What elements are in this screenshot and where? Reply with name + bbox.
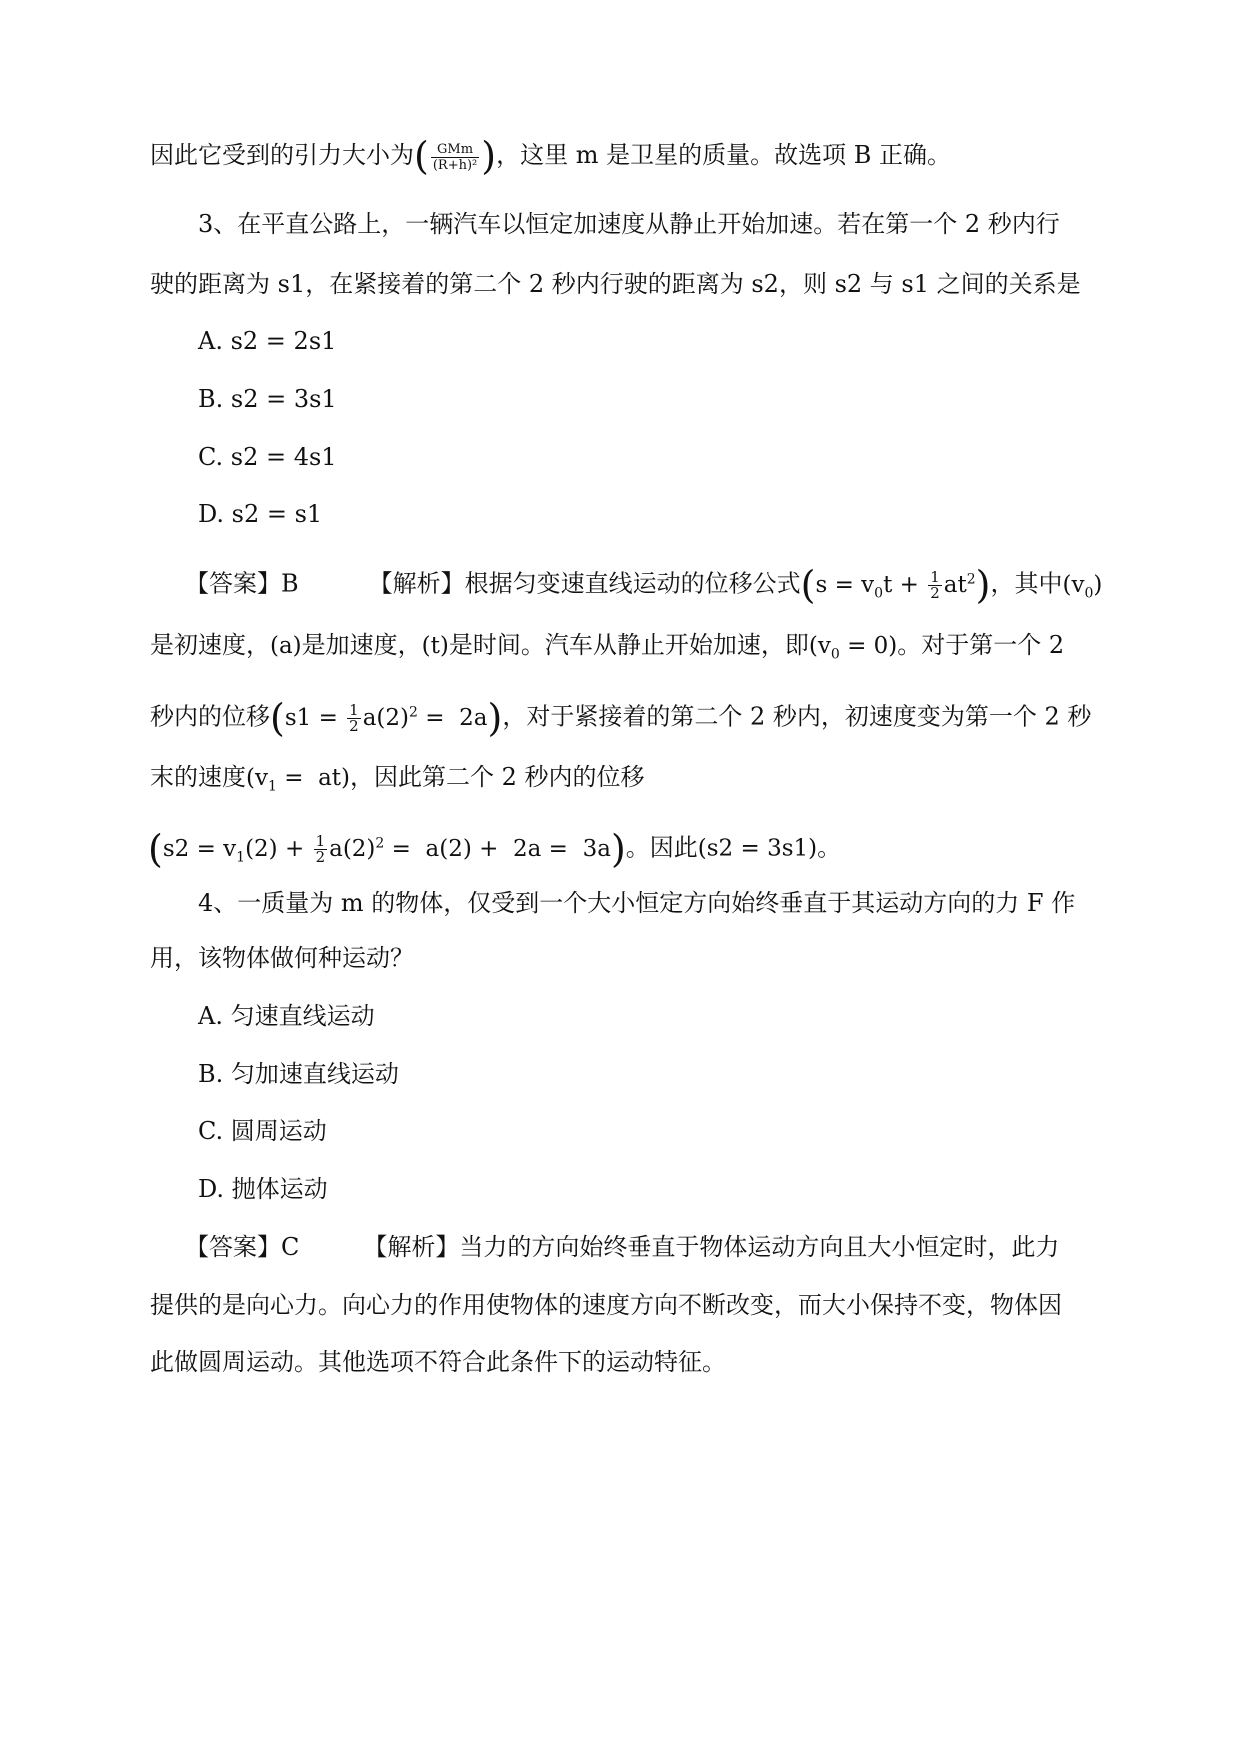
- displacement-formula: ($s = v_0t$ + $\frac{1}{2}$ $at^2$): [800, 562, 991, 607]
- q3-stem-line2: 驶的距离为 s1，在紧接着的第二个 2 秒内行驶的距离为 s2，则 s2 与 s1 之间的关系是: [150, 270, 1081, 298]
- a-symbol: (a): [270, 633, 302, 659]
- text-span: ，这里 m 是卫星的质量。故选项 B 正确。: [496, 141, 951, 169]
- s2-formula: ($s2 = v_1(2)$ + $\frac{1}{2}$ $a(2)^2 = a(2) + 2a = 3a$): [148, 826, 626, 871]
- frac-denominator: (R+h)²: [432, 157, 478, 173]
- q4-option-d: D. 抛体运动: [198, 1175, 328, 1203]
- text-span: 。因此: [625, 833, 698, 862]
- answer-label: 【答案】C: [185, 1233, 300, 1261]
- text-span: 是初速度，: [150, 631, 270, 659]
- frac-numerator: GMm: [431, 142, 479, 158]
- q3-analysis-line5: [148, 826, 1096, 874]
- q3-analysis-line4: [150, 760, 1096, 804]
- analysis-label: 【解析】: [363, 1233, 460, 1261]
- text-span: ，对于紧接着的第二个 2 秒内，初速度变为第一个 2 秒: [502, 702, 1092, 731]
- q4-option-c: C. 圆周运动: [198, 1117, 327, 1145]
- q4-analysis-line3: 此做圆周运动。其他选项不符合此条件下的运动特征。: [150, 1348, 726, 1376]
- text-span: 是加速度，: [301, 631, 422, 659]
- q3-analysis-line2: [150, 628, 1096, 672]
- v0-symbol: $(v_0)$: [1062, 571, 1103, 602]
- prev-conclusion-line: [150, 134, 1096, 178]
- q3-option-b: B. s2 = 3s1: [198, 385, 337, 413]
- q3-answer-line: [185, 562, 1103, 610]
- v1-formula: $(v_1 = at)$: [246, 765, 351, 795]
- t-symbol: (t): [421, 633, 449, 659]
- force-formula: ( $\frac{\text{GMm}}{\text{(R+h)²}}$ ): [414, 134, 497, 178]
- text-span: ，因此第二个 2 秒内的位移: [350, 763, 645, 791]
- text-span: 末的速度: [150, 763, 246, 791]
- q4-answer-line: [185, 1230, 1096, 1264]
- q3-option-d: D. s2 = s1: [198, 500, 323, 528]
- q3-analysis-line3: [150, 695, 1096, 740]
- q4-analysis-line2: 提供的是向心力。向心力的作用使物体的速度方向不断改变，而大小保持不变，物体因: [150, 1291, 1062, 1319]
- q4-option-b: B. 匀加速直线运动: [198, 1060, 399, 1088]
- analysis-label: 【解析】: [368, 569, 465, 598]
- text-span: ，其中: [990, 569, 1063, 598]
- q4-stem-line1: 4、一质量为 m 的物体，仅受到一个大小恒定方向始终垂直于其运动方向的力 F 作: [198, 889, 1076, 917]
- text-span: 是时间。汽车从静止开始加速，即: [448, 631, 809, 659]
- text-span: 当力的方向始终垂直于物体运动方向且大小恒定时，此力: [459, 1233, 1060, 1261]
- q4-stem-line2: 用，该物体做何种运动？: [150, 944, 414, 972]
- q3-option-a: A. s2 = 2s1: [198, 327, 337, 355]
- q3-option-c: C. s2 = 4s1: [198, 443, 337, 471]
- text-span: 。: [817, 833, 842, 862]
- text-span: 根据匀变速直线运动的位移公式: [464, 569, 801, 598]
- answer-label: 【答案】B: [185, 569, 299, 598]
- q3-stem-line1: 3、在平直公路上，一辆汽车以恒定加速度从静止开始加速。若在第一个 2 秒内行: [198, 210, 1060, 238]
- text-span: 秒内的位移: [150, 702, 270, 731]
- result-formula: (s2 = 3s1): [697, 835, 818, 862]
- text-span: 。对于第一个 2: [897, 631, 1065, 659]
- text-span: 因此它受到的引力大小为: [150, 141, 414, 169]
- v0-zero: $(v_0 = 0)$: [808, 633, 898, 663]
- q4-option-a: A. 匀速直线运动: [198, 1002, 375, 1030]
- s1-formula: (s1 = $\frac{1}{2}$ $a(2)^2 = 2a$): [270, 695, 503, 740]
